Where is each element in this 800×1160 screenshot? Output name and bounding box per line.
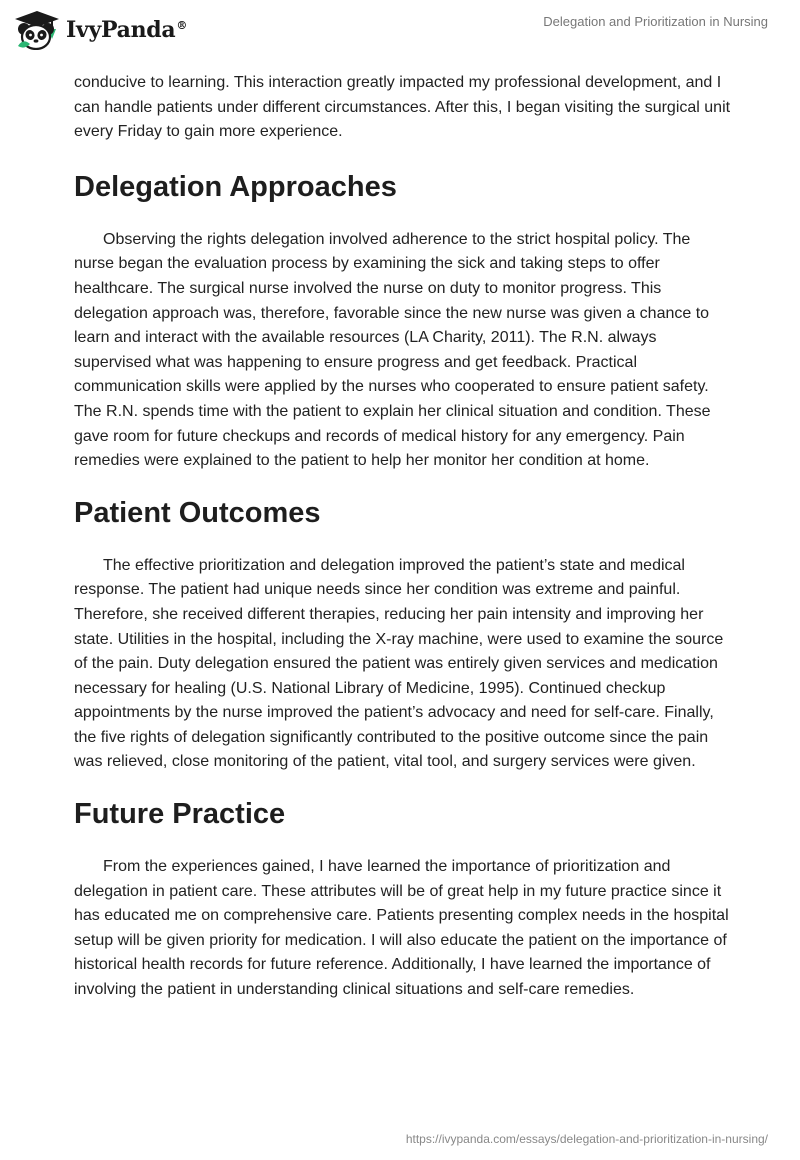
essay-body bbox=[74, 71, 734, 1003]
intro-paragraph: conducive to learning. This interaction greatly impacted my professional development, and I can handle patients under different circumstances. After this, I began visiting the surgical unit every Friday to gain more experience. bbox=[74, 74, 731, 141]
paragraph-delegation-approaches: Observing the rights delegation involved adherence to the strict hospital policy. The nurse began the evaluation process by examining the sick and taking steps to offer healthcare. The surgical nurse involved the nurse on duty to monitor progress. This delegation approach was, therefore, favorable since the new nurse was given a chance to learn and interact with the available resources (LA Charity, 2011). The R.N. always supervised what was happening to ensure progress and get feedback. Practical communication skills were applied by the nurses who cooperated to ensure patient safety. The R.N. spends time with the patient to explain her clinical situation and condition. These gave room for future checkups and records of medical history for any emergency. Pain remedies were explained to the patient to help her monitor her condition at home. bbox=[74, 230, 711, 470]
document-title: Delegation and Prioritization in Nursing bbox=[543, 14, 768, 29]
logo-wordmark bbox=[66, 17, 187, 43]
ivypanda-logo[interactable] bbox=[14, 10, 187, 50]
page-header bbox=[0, 0, 800, 60]
paragraph-patient-outcomes: The effective prioritization and delegation improved the patient’s state and medical response. The patient had unique needs since her condition was extreme and painful. Therefore, she received different therapies, reducing her pain intensity and improving her state. Utilities in the hospital, including the X-ray machine, were used to examine the source of the pain. Duty delegation ensured the patient was entirely given services and medication necessary for healing (U.S. National Library of Medicine, 1995). Continued checkup appointments by the nurse improved the patient’s advocacy and need for self-care. Finally, the five rights of delegation significantly contributed to the positive outcome since the pain was relieved, close monitoring of the patient, vital tool, and surgery services were given. bbox=[74, 556, 724, 771]
panda-graduate-icon bbox=[14, 10, 60, 50]
source-url-link[interactable]: https://ivypanda.com/essays/delegation-and-prioritization-in-nursing/ bbox=[405, 1132, 768, 1146]
brand-name: IvyPanda bbox=[66, 17, 176, 43]
heading-delegation-approaches: Delegation Approaches bbox=[74, 170, 397, 203]
heading-future-practice: Future Practice bbox=[74, 798, 286, 831]
heading-patient-outcomes: Patient Outcomes bbox=[74, 496, 321, 529]
paragraph-future-practice: From the experiences gained, I have learned the importance of prioritization and delegation in patient care. These attributes will be of great help in my future practice since it has educated me on comprehensive care. Patients presenting complex needs in the hospital setup will be given priority for medication. I will also educate the patient on the importance of historical health records for future reference. Additionally, I have learned the importance of involving the patient in understanding clinical situations and self-care remedies. bbox=[74, 858, 729, 999]
registered-mark: ® bbox=[176, 18, 188, 32]
